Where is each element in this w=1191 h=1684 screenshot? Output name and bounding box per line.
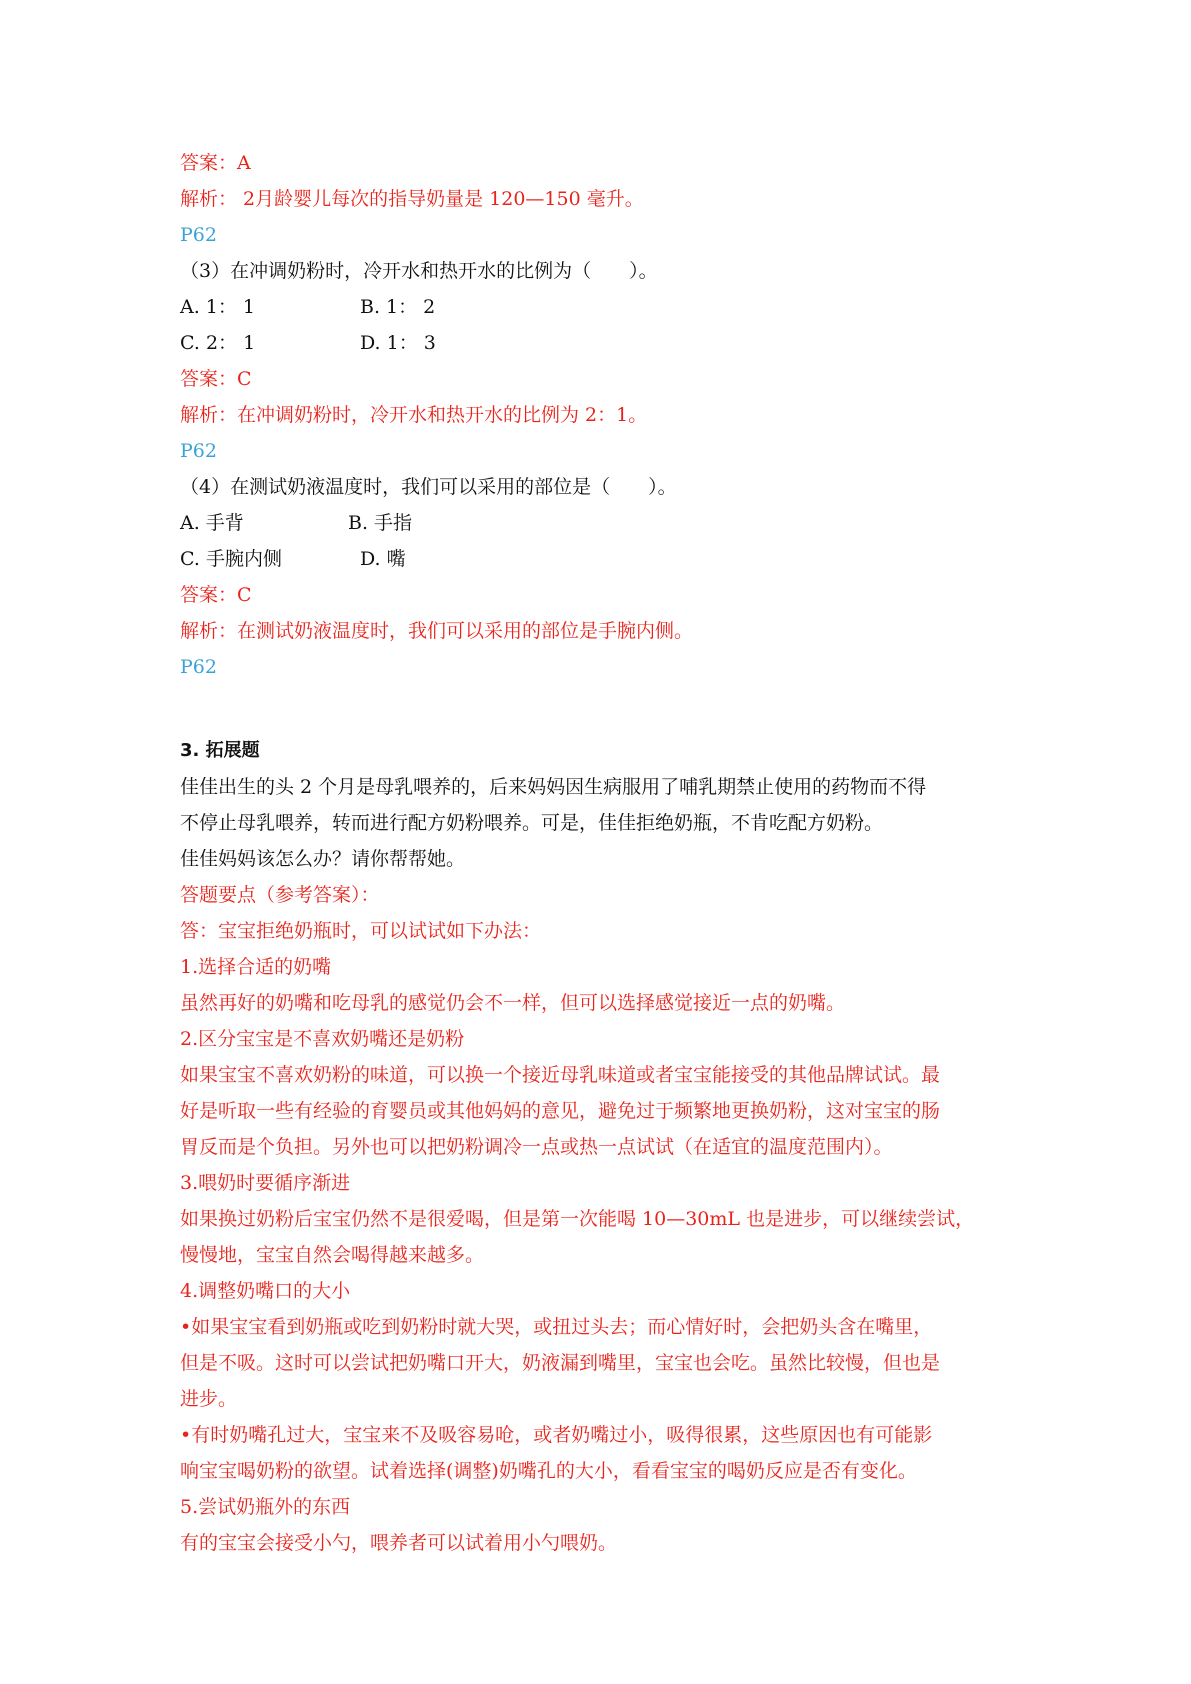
answer-line: 答案：C <box>180 368 252 390</box>
option-b: B. 1： 2 <box>360 296 436 318</box>
page-reference: P62 <box>180 224 217 246</box>
tip-title: 1.选择合适的奶嘴 <box>180 956 332 978</box>
key-points-heading: 答题要点（参考答案）： <box>180 884 380 906</box>
option-a: A. 1： 1 <box>180 296 256 318</box>
option-c: C. 2： 1 <box>180 332 256 354</box>
option-b: B. 手指 <box>348 512 413 534</box>
section-heading: 3. 拓展题 <box>180 740 260 761</box>
tip-text: 如果宝宝不喜欢奶粉的味道，可以换一个接近母乳味道或者宝宝能接受的其他品牌试试。最 <box>180 1064 941 1086</box>
tip-text: 但是不吸。这时可以尝试把奶嘴口开大，奶液漏到嘴里，宝宝也会吃。虽然比较慢，但也是 <box>180 1352 941 1374</box>
question-4: （4）在测试奶液温度时，我们可以采用的部位是（ ）。 <box>180 476 677 498</box>
tip-title: 5.尝试奶瓶外的东西 <box>180 1496 351 1518</box>
option-c: C. 手腕内侧 <box>180 548 282 570</box>
analysis-line: 解析：在冲调奶粉时，冷开水和热开水的比例为 2：1。 <box>180 404 648 426</box>
options-row <box>180 289 1020 325</box>
answer-line: 答案：C <box>180 584 252 606</box>
tip-bullet: •有时奶嘴孔过大，宝宝来不及吸容易呛，或者奶嘴过小，吸得很累，这些原因也有可能影 <box>180 1424 933 1446</box>
tip-text: 如果换过奶粉后宝宝仍然不是很爱喝，但是第一次能喝 10—30mL 也是进步，可以继续尝试， <box>180 1208 975 1230</box>
page-reference: P62 <box>180 656 217 678</box>
options-row <box>180 505 1020 541</box>
section-spacer <box>180 685 1020 733</box>
options-row <box>180 325 1020 361</box>
tip-text: 虽然再好的奶嘴和吃母乳的感觉仍会不一样，但可以选择感觉接近一点的奶嘴。 <box>180 992 846 1014</box>
prompt-line: 不停止母乳喂养，转而进行配方奶粉喂养。可是，佳佳拒绝奶瓶，不肯吃配方奶粉。 <box>180 812 884 834</box>
answer-line: 答案：A <box>180 152 251 174</box>
answer-intro: 答：宝宝拒绝奶瓶时，可以试试如下办法： <box>180 920 542 942</box>
option-d: D. 嘴 <box>360 548 406 570</box>
analysis-line: 解析：在测试奶液温度时，我们可以采用的部位是手腕内侧。 <box>180 620 694 642</box>
tip-title: 4.调整奶嘴口的大小 <box>180 1280 351 1302</box>
analysis-line: 解析： 2月龄婴儿每次的指导奶量是 120—150 毫升。 <box>180 188 644 210</box>
tip-bullet: •如果宝宝看到奶瓶或吃到奶粉时就大哭，或扭过头去；而心情好时，会把奶头含在嘴里， <box>180 1316 933 1338</box>
document-page <box>180 145 1020 1561</box>
prompt-line: 佳佳妈妈该怎么办？请你帮帮她。 <box>180 848 466 870</box>
option-a: A. 手背 <box>180 512 244 534</box>
option-d: D. 1： 3 <box>360 332 436 354</box>
tip-title: 2.区分宝宝是不喜欢奶嘴还是奶粉 <box>180 1028 465 1050</box>
question-3: （3）在冲调奶粉时，冷开水和热开水的比例为（ ）。 <box>180 260 658 282</box>
tip-text: 慢慢地，宝宝自然会喝得越来越多。 <box>180 1244 485 1266</box>
tip-text: 好是听取一些有经验的育婴员或其他妈妈的意见，避免过于频繁地更换奶粉，这对宝宝的肠 <box>180 1100 941 1122</box>
page-reference: P62 <box>180 440 217 462</box>
tip-title: 3.喂奶时要循序渐进 <box>180 1172 351 1194</box>
tip-text: 进步。 <box>180 1388 238 1410</box>
options-row <box>180 541 1020 577</box>
prompt-line: 佳佳出生的头 2 个月是母乳喂养的，后来妈妈因生病服用了哺乳期禁止使用的药物而不得 <box>180 776 927 798</box>
tip-text: 胃反而是个负担。另外也可以把奶粉调冷一点或热一点试试（在适宜的温度范围内）。 <box>180 1136 893 1158</box>
tip-text: 响宝宝喝奶粉的欲望。试着选择(调整)奶嘴孔的大小，看看宝宝的喝奶反应是否有变化。 <box>180 1460 917 1482</box>
tip-text: 有的宝宝会接受小勺，喂养者可以试着用小勺喂奶。 <box>180 1532 618 1554</box>
